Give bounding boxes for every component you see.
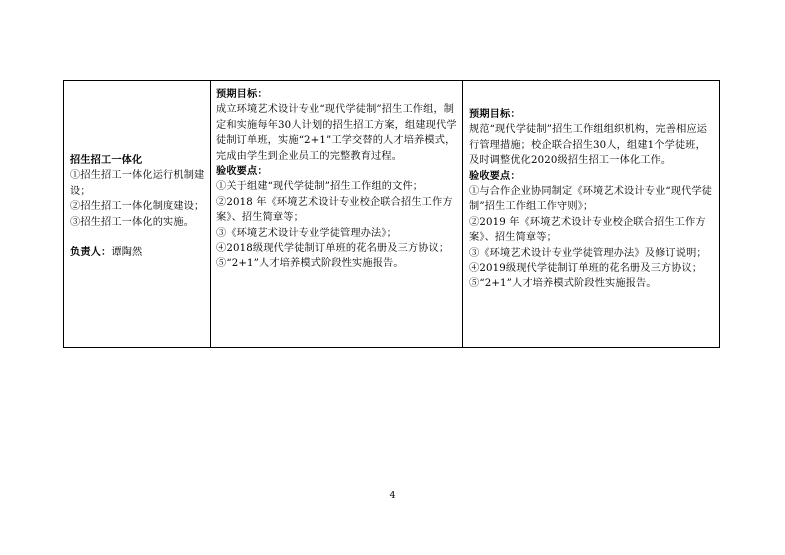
middle-check-2: ②2018 年《环境艺术设计专业校企联合招生工作方案》、招生简章等； bbox=[216, 196, 453, 224]
right-check-5: ⑤“2+1”人才培养模式阶段性实施报告。 bbox=[469, 278, 657, 290]
task-title: 招生招工一体化 bbox=[70, 154, 143, 166]
middle-cell-content bbox=[216, 87, 458, 272]
middle-goal-label: 预期目标： bbox=[216, 88, 268, 100]
left-cell bbox=[64, 81, 211, 347]
middle-check-3: ③《环境艺术设计专业学徒管理办法》； bbox=[216, 227, 397, 239]
spacer bbox=[70, 230, 206, 245]
right-check-label: 验收要点： bbox=[469, 169, 521, 182]
right-cell bbox=[463, 81, 720, 347]
middle-check-4: ④2018级现代学徒制订单班的花名册及三方协议； bbox=[216, 243, 450, 255]
owner-name: 谭陶然 bbox=[111, 247, 143, 259]
left-cell-content bbox=[70, 153, 206, 260]
middle-check-1: ①关于组建“现代学徒制”招生工作组的文件； bbox=[216, 181, 424, 193]
page-number: 4 bbox=[389, 490, 396, 501]
task-item-3: ③招生招工一体化的实施。 bbox=[70, 216, 195, 228]
task-item-1: ①招生招工一体化运行机制建设； bbox=[70, 170, 205, 197]
right-check-1: ①与合作企业协同制定《环境艺术设计专业“现代学徒制”招生工作组工作守则》； bbox=[469, 186, 713, 213]
right-check-3: ③《环境艺术设计专业学徒管理办法》及修订说明； bbox=[469, 247, 707, 259]
middle-check-label: 验收要点： bbox=[216, 165, 268, 178]
right-check-2: ②2019 年《环境艺术设计专业校企联合招生工作方案》、招生简章等； bbox=[469, 216, 706, 244]
task-item-2: ②招生招工一体化制度建设； bbox=[70, 201, 205, 213]
right-cell-content bbox=[469, 107, 716, 292]
owner-line bbox=[70, 245, 206, 260]
right-goal-text: 规范“现代学徒制”招生工作组组织机构，完善相应运行管理措施；校企联合招生30人，组建1个学徒班，及时调整优化2020级招生招工一体化工作。 bbox=[469, 124, 708, 167]
middle-cell bbox=[210, 81, 463, 347]
middle-goal-text: 成立环境艺术设计专业“现代学徒制”招生工作组，制定和实施每年30人计划的招生招工方案，组建现代学徒制订单班，实施“2+1”工学交替的人才培养模式，完成由学生到企业员工的完整教育过程。 bbox=[216, 104, 457, 162]
right-goal-label: 预期目标： bbox=[469, 108, 521, 120]
plan-table bbox=[63, 80, 720, 348]
owner-label: 负责人： bbox=[70, 246, 112, 259]
middle-check-5: ⑤“2+1”人才培养模式阶段性实施报告。 bbox=[216, 258, 404, 270]
right-check-4: ④2019级现代学徒制订单班的花名册及三方协议； bbox=[469, 263, 703, 275]
